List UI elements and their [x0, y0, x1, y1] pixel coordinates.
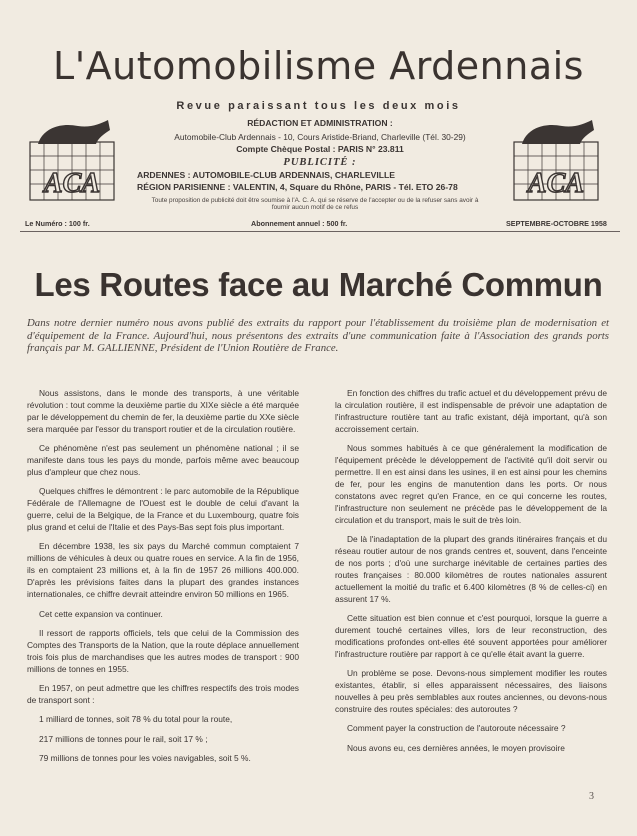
paragraph: Cet cette expansion va continuer. — [39, 608, 163, 619]
publicite-ardennes: ARDENNES : AUTOMOBILE-CLUB ARDENNAIS, CHARLEVILLE — [137, 170, 395, 180]
abonnement-price: Abonnement annuel : 500 fr. — [251, 219, 348, 228]
aca-logo-left — [28, 118, 116, 204]
paragraph: Un problème se pose. Devons-nous simplement modifier les routes existantes, établir, si elles apparaissent nécessaires, des liaisons nouvelles à peu près semblables aux routes anciennes, ou devons-nous construire des routes spéciales: des autoroutes ? — [335, 668, 607, 714]
paragraph: Nous assistons, dans le monde des transports, à une véritable révolution : tout comme la deuxième partie du XIXe siècle a été marquée par le développement du chemin de fer, la deuxième partie du XXe siècle sera marquée par l'essor du transport routier et de la circulation routière. — [27, 388, 299, 434]
publicite-heading: PUBLICITÉ : — [283, 157, 357, 168]
paragraph: En décembre 1938, les six pays du Marché commun comptaient 7 millions de véhicules à deux ou quatre roues en service. A la fin de 1956, ils en comptaient 23 millions et, à la fin de 1957 26 millions 400.000. D'après les prévisions faites dans la plupart des grandes instances internationales, ce chiffre devrait atteindre environ 50 millions en 1965. — [27, 541, 299, 600]
paragraph: En fonction des chiffres du trafic actuel et du développement prévu de la circulation routière, il est indispensable de prévoir une adaptation de l'infrastructure routière tant au trafic existant, déjà important, qu'à son accroissement certain. — [335, 388, 607, 434]
issue-date: SEPTEMBRE-OCTOBRE 1958 — [506, 219, 607, 228]
publicite-paris: RÉGION PARISIENNE : VALENTIN, 4, Square du Rhône, PARIS - Tél. ETO 26-78 — [137, 182, 458, 192]
tagline: Revue paraissant tous les deux mois — [176, 100, 461, 112]
paragraph: Nous sommes habitués à ce que généralement la modification de l'équipement précède le développement de l'activité qu'il doit servir ou permettre. Il en est ainsi dans les usines, il en est ainsi pour les chemins de fer, pour les engins de manutention dans les ports. Or nous constatons avec regret qu'en France, en ce qui concerne les routes, l'infrastructure non seulement ne précède pas le développement de la circulation et du transport, mais le suit de très loin. — [335, 443, 607, 525]
paragraph: Cette situation est bien connue et c'est pourquoi, lorsque la guerre a durement touché certaines villes, lors de leur reconstruction, des modifications profondes ont-elles été souvent apportées pour améliorer l'infrastructure routière par rapport à ce qu'elle était avant la guerre. — [335, 612, 607, 659]
paragraph: Quelques chiffres le démontrent : le parc automobile de la République Fédérale de l'Allemagne de l'Ouest est le double de celui d'avant la guerre, celui de la Belgique, de la France et du Luxembourg, quatre fois plus grand et celui de l'Italie et des Pays-Bas sept fois plus important. — [27, 486, 299, 533]
compte-cheque: Compte Chèque Postal : PARIS N° 23.811 — [236, 144, 404, 154]
paragraph: De là l'inadaptation de la plupart des grands itinéraires français et du réseau routier autour de nos grands centres et, souvent, dans l'enceinte de nos ports ; d'où une surcharge inévitable de certaines parties des routes françaises : 80.000 kilomètres de routes nationales assurent actuellement la moitié du trafic et 6.400 kilomètres (8 % de celles-ci) en assurent 17 %. — [335, 533, 607, 604]
paragraph: Nous avons eu, ces dernières années, le moyen provisoire — [347, 742, 565, 753]
paragraph: Il ressort de rapports officiels, tels que celui de la Commission des Comptes des Transports de la Nation, que la route déplace annuellement trois fois plus de marchandises que les autres modes de transport : 900 millions de tonnes en 1955. — [27, 627, 299, 674]
header-divider — [20, 231, 620, 232]
publicite-notice: Toute proposition de publicité doit être soumise à l'A. C. A. qui se réserve de l'accepter ou de la refuser sans avoir à fournir aucun motif de ce refus — [151, 197, 479, 212]
redaction-address: Automobile-Club Ardennais - 10, Cours Aristide-Briand, Charleville (Tél. 30-29) — [174, 132, 466, 142]
article-column-right — [335, 388, 607, 762]
masthead-title: L'Automobilisme Ardennais — [53, 44, 584, 88]
article-title: Les Routes face au Marché Commun — [34, 266, 603, 303]
aca-logo-text: ACA — [527, 168, 585, 199]
paragraph: Ce phénomène n'est pas seulement un phénomène national ; il se manifeste dans tous les pays du monde, parfois même avec beaucoup plus d'ampleur que chez nous. — [27, 443, 299, 477]
aca-logo-text: ACA — [43, 168, 101, 199]
paragraph: 1 milliard de tonnes, soit 78 % du total pour la route, — [39, 714, 233, 725]
paragraph: 79 millions de tonnes pour les voies navigables, soit 5 %. — [39, 753, 251, 764]
numero-price: Le Numéro : 100 fr. — [25, 219, 90, 228]
article-intro: Dans notre dernier numéro nous avons publié des extraits du rapport pour l'établissement du troisième plan de modernisation et d'équipement de la France. Aujourd'hui, nous présentons des extraits d'une communication faite à l'Association des grands ports français par M. GALLIENNE, Président de l'Union Routière de France. — [27, 317, 609, 355]
redaction-heading: RÉDACTION ET ADMINISTRATION : — [247, 118, 393, 128]
paragraph: 217 millions de tonnes pour le rail, soit 17 % ; — [39, 733, 208, 744]
paragraph: En 1957, on peut admettre que les chiffres respectifs des trois modes de transport sont : — [27, 683, 299, 705]
article-column-left — [27, 388, 299, 773]
paragraph: Comment payer la construction de l'autoroute nécessaire ? — [347, 723, 566, 734]
aca-logo-right — [512, 118, 600, 204]
page-number: 3 — [589, 791, 594, 802]
